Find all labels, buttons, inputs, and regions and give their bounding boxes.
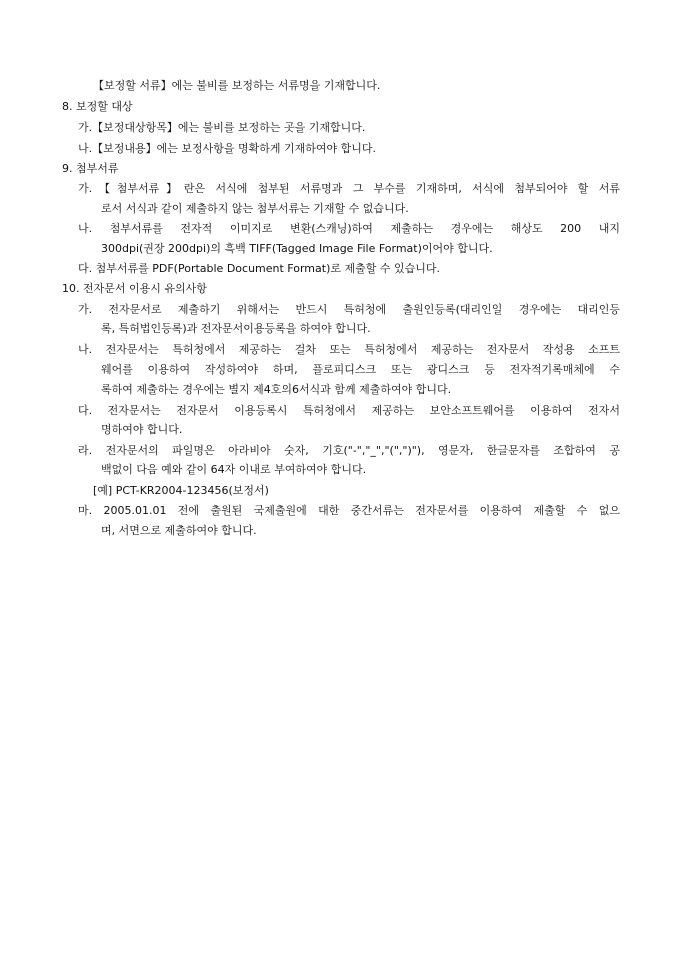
item-10-na-cont2: 록하여 제출하는 경우에는 별지 제4호의6서식과 함께 제출하여야 합니다.: [101, 383, 452, 396]
item-10-ma: 마. 2005.01.01 전에 출원된 국제출원에 대한 중간서류는 전자문서를 이용하여 제출할 수 없으: [78, 504, 620, 517]
filename-example: [예] PCT-KR2004-123456(보정서): [93, 484, 269, 497]
item-10-na-cont1: 웨어를 이용하여 작성하여야 하며, 플로피디스크 또는 광디스크 등 전자적기록매체에 수: [101, 363, 620, 376]
item-10-da-cont: 명하여야 합니다.: [101, 423, 183, 436]
note-correction-document: 【보정할 서류】에는 불비를 보정하는 서류명을 기재합니다.: [93, 79, 381, 92]
item-9-ga: 가.【첨부서류】란은 서식에 첨부된 서류명과 그 부수를 기재하며, 서식에 첨부되어야 할 서류: [78, 182, 620, 195]
section-10-heading: 10. 전자문서 이용시 유의사항: [62, 282, 207, 295]
item-10-da: 다. 전자문서는 전자문서 이용등록시 특허청에서 제공하는 보안소프트웨어를 이용하여 전자서: [78, 404, 620, 417]
item-10-ra-cont: 백없이 다음 예와 같이 64자 이내로 부여하여야 합니다.: [101, 463, 367, 476]
item-9-ga-cont: 로서 서식과 같이 제출하지 않는 첨부서류는 기재할 수 없습니다.: [101, 202, 409, 215]
item-9-da: 다. 첨부서류를 PDF(Portable Document Format)로 제출할 수 있습니다.: [78, 262, 440, 275]
section-8-heading: 8. 보정할 대상: [62, 100, 133, 113]
item-10-ga: 가. 전자문서로 제출하기 위해서는 반드시 특허청에 출원인등록(대리인일 경우에는 대리인등: [78, 303, 620, 316]
item-8-ga: 가.【보정대상항목】에는 불비를 보정하는 곳을 기재합니다.: [78, 121, 366, 134]
item-10-ma-cont: 며, 서면으로 제출하여야 합니다.: [101, 524, 257, 537]
item-10-ra: 라. 전자문서의 파일명은 아라비아 숫자, 기호("-","_","(",")"), 영문자, 한글문자를 조합하여 공: [78, 444, 620, 457]
section-9-heading: 9. 첨부서류: [62, 162, 119, 175]
item-10-ga-cont: 록, 특허법인등록)과 전자문서이용등록을 하여야 합니다.: [101, 322, 371, 335]
item-9-na: 나. 첨부서류를 전자적 이미지로 변환(스캐닝)하여 제출하는 경우에는 해상도 200 내지: [78, 222, 620, 235]
item-10-na: 나. 전자문서는 특허청에서 제공하는 걸차 또는 특허청에서 제공하는 전자문서 작성용 소프트: [78, 343, 620, 356]
item-9-na-cont: 300dpi(권장 200dpi)의 흑백 TIFF(Tagged Image File Format)이어야 합니다.: [101, 242, 493, 255]
item-8-na: 나.【보정내용】에는 보정사항을 명확하게 기재하여야 합니다.: [78, 142, 377, 155]
